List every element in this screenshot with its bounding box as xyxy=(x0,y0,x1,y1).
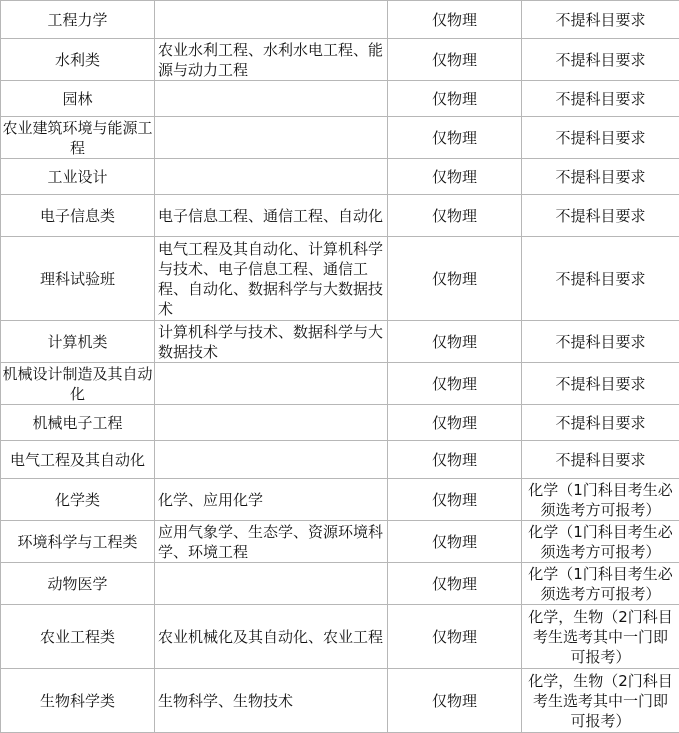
requirement-cell: 不提科目要求 xyxy=(522,405,679,441)
table-row xyxy=(1,521,679,563)
requirement-cell: 不提科目要求 xyxy=(522,195,679,237)
table-row xyxy=(1,441,679,479)
table-row xyxy=(1,669,679,733)
requirement-cell: 化学（1门科目考生必须选考方可报考） xyxy=(522,521,679,563)
requirement-cell: 不提科目要求 xyxy=(522,39,679,81)
majors-cell: 生物科学、生物技术 xyxy=(155,669,388,733)
table-row xyxy=(1,195,679,237)
majors-cell: 应用气象学、生态学、资源环境科学、环境工程 xyxy=(155,521,388,563)
requirement-cell: 不提科目要求 xyxy=(522,159,679,195)
majors-cell xyxy=(155,563,388,605)
requirement-cell: 不提科目要求 xyxy=(522,363,679,405)
table-row xyxy=(1,321,679,363)
physics-cell: 仅物理 xyxy=(388,441,522,479)
table-row xyxy=(1,1,679,39)
physics-cell: 仅物理 xyxy=(388,563,522,605)
table-row xyxy=(1,117,679,159)
physics-cell: 仅物理 xyxy=(388,605,522,669)
physics-cell: 仅物理 xyxy=(388,479,522,521)
majors-cell xyxy=(155,441,388,479)
majors-cell: 计算机科学与技术、数据科学与大数据技术 xyxy=(155,321,388,363)
majors-cell xyxy=(155,117,388,159)
category-cell: 水利类 xyxy=(1,39,155,81)
table-row xyxy=(1,363,679,405)
table-row xyxy=(1,237,679,321)
category-cell: 园林 xyxy=(1,81,155,117)
requirement-cell: 不提科目要求 xyxy=(522,1,679,39)
physics-cell: 仅物理 xyxy=(388,81,522,117)
majors-cell xyxy=(155,363,388,405)
requirement-cell: 不提科目要求 xyxy=(522,117,679,159)
requirement-cell: 化学（1门科目考生必须选考方可报考） xyxy=(522,563,679,605)
category-cell: 环境科学与工程类 xyxy=(1,521,155,563)
physics-cell: 仅物理 xyxy=(388,363,522,405)
physics-cell: 仅物理 xyxy=(388,117,522,159)
physics-cell: 仅物理 xyxy=(388,405,522,441)
table-row xyxy=(1,563,679,605)
category-cell: 理科试验班 xyxy=(1,237,155,321)
majors-cell: 电气工程及其自动化、计算机科学与技术、电子信息工程、通信工程、自动化、数据科学与大数据技术 xyxy=(155,237,388,321)
category-cell: 农业工程类 xyxy=(1,605,155,669)
requirement-cell: 不提科目要求 xyxy=(522,321,679,363)
requirement-cell: 化学（1门科目考生必须选考方可报考） xyxy=(522,479,679,521)
requirement-cell: 化学，生物（2门科目考生选考其中一门即可报考） xyxy=(522,669,679,733)
category-cell: 动物医学 xyxy=(1,563,155,605)
category-cell: 机械电子工程 xyxy=(1,405,155,441)
requirement-cell: 不提科目要求 xyxy=(522,81,679,117)
physics-cell: 仅物理 xyxy=(388,321,522,363)
physics-cell: 仅物理 xyxy=(388,669,522,733)
table-row xyxy=(1,405,679,441)
physics-cell: 仅物理 xyxy=(388,237,522,321)
majors-cell: 电子信息工程、通信工程、自动化 xyxy=(155,195,388,237)
category-cell: 电气工程及其自动化 xyxy=(1,441,155,479)
category-cell: 农业建筑环境与能源工程 xyxy=(1,117,155,159)
category-cell: 工业设计 xyxy=(1,159,155,195)
category-cell: 计算机类 xyxy=(1,321,155,363)
majors-cell: 农业机械化及其自动化、农业工程 xyxy=(155,605,388,669)
requirement-cell: 化学，生物（2门科目考生选考其中一门即可报考） xyxy=(522,605,679,669)
requirement-cell: 不提科目要求 xyxy=(522,237,679,321)
table-row xyxy=(1,479,679,521)
physics-cell: 仅物理 xyxy=(388,195,522,237)
physics-cell: 仅物理 xyxy=(388,1,522,39)
majors-cell xyxy=(155,405,388,441)
majors-cell xyxy=(155,1,388,39)
majors-cell: 农业水利工程、水利水电工程、能源与动力工程 xyxy=(155,39,388,81)
table-row xyxy=(1,81,679,117)
table-row xyxy=(1,159,679,195)
physics-cell: 仅物理 xyxy=(388,159,522,195)
category-cell: 机械设计制造及其自动化 xyxy=(1,363,155,405)
category-cell: 生物科学类 xyxy=(1,669,155,733)
category-cell: 电子信息类 xyxy=(1,195,155,237)
physics-cell: 仅物理 xyxy=(388,39,522,81)
physics-cell: 仅物理 xyxy=(388,521,522,563)
majors-cell xyxy=(155,159,388,195)
category-cell: 化学类 xyxy=(1,479,155,521)
majors-cell: 化学、应用化学 xyxy=(155,479,388,521)
majors-cell xyxy=(155,81,388,117)
table-row xyxy=(1,605,679,669)
category-cell: 工程力学 xyxy=(1,1,155,39)
requirement-cell: 不提科目要求 xyxy=(522,441,679,479)
table-row xyxy=(1,39,679,81)
